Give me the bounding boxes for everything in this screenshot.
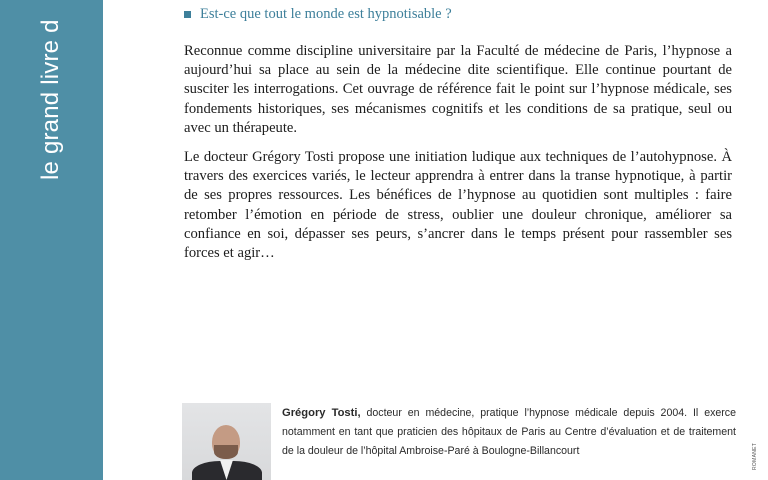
photo-beard — [214, 445, 238, 459]
author-name: Grégory Tosti, — [282, 407, 361, 419]
paragraph-2: Le docteur Grégory Tosti propose une initiation ludique aux techniques de l’autohypnose. À travers des exercices variés, le lecteur apprendra à entrer dans la transe hypnotique, à partir de ses propres ressources. Les bénéfices de l’hypnose au quotidien sont multiples : faire retomber l’émotion en période de stress, oublier une douleur chronique, améliorer sa confiance en soi, dépasser ses peurs, s’ancrer dans le temps présent pour rassembler ses forces et agir… — [184, 149, 732, 262]
spine-title: le grand livre d — [37, 19, 64, 180]
author-photo — [182, 403, 271, 480]
edge-credit-text: ROMANET — [752, 442, 758, 470]
author-bio-text: docteur en médecine, pratique l’hypnose médicale depuis 2004. Il exerce notamment en tant que praticien des hôpitaux de Paris au Centre d’évaluation et de traitement de la douleur de l’hôpital Ambroise-Paré à Boulogne-Billancourt — [282, 407, 736, 457]
book-spine — [0, 0, 103, 480]
author-bio — [282, 404, 736, 461]
question-text: Est-ce que tout le monde est hypnotisable ? — [200, 6, 452, 22]
paragraph-1: Reconnue comme discipline universitaire par la Faculté de médecine de Paris, l’hypnose a aujourd’hui sa place au sein de la médecine dite scientifique. Elle continue pourtant de susciter les interrogations. Cet ouvrage de référence fait le point sur l’hypnose médicale, ses fondements historiques, ses mécanismes cognitifs et les conditions de sa pratique, seul ou avec un thérapeute. — [184, 43, 732, 136]
description-body — [184, 42, 732, 273]
bullet-square-icon — [184, 11, 191, 18]
question-line — [184, 6, 452, 23]
